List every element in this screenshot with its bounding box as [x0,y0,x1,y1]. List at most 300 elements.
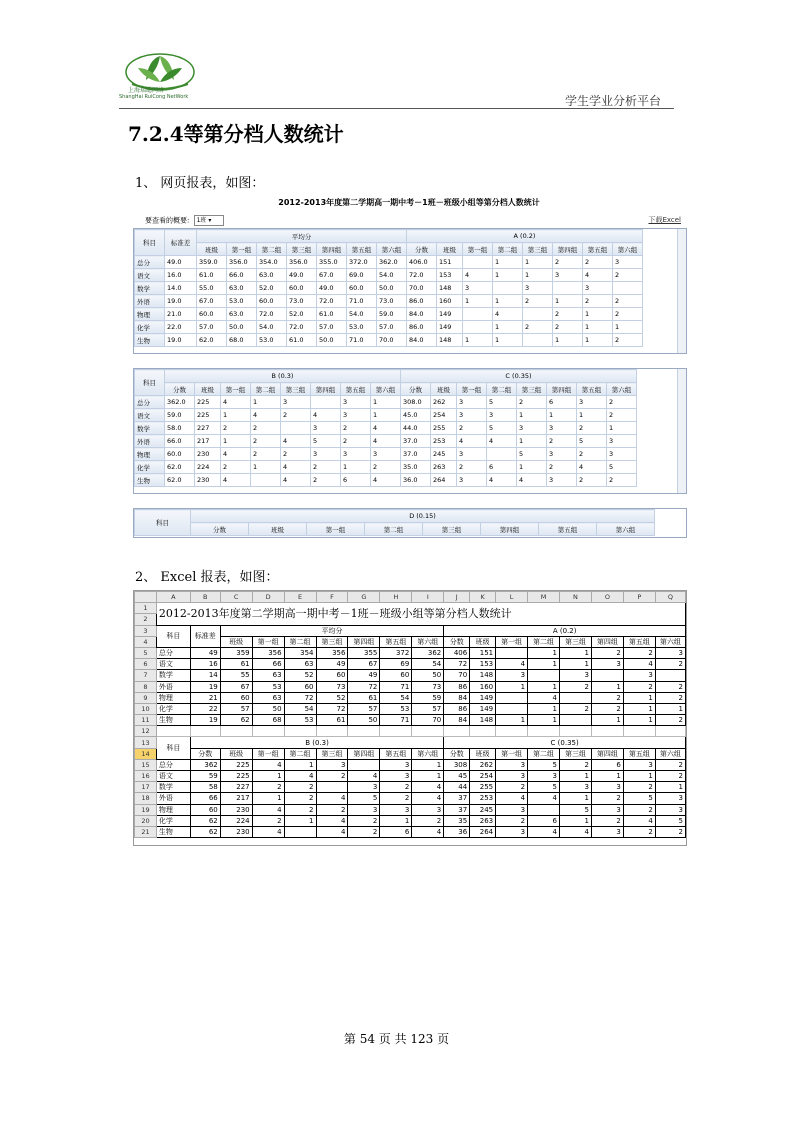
data-cell: 3 [463,282,493,295]
data-cell: 1 [583,321,613,334]
data-cell: 72 [284,692,316,703]
data-cell: 225 [220,771,252,782]
header-subject: 科目 [156,625,190,647]
row-number: 17 [135,782,157,793]
data-cell: 2 [655,681,685,692]
table-row [135,435,637,448]
header-grade-c: C (0.35) [444,737,686,748]
data-cell: 44.0 [401,422,431,435]
data-cell: 2 [577,448,607,461]
column-letter: Q [655,592,685,603]
data-cell: 148 [437,334,463,347]
row-number: 4 [135,636,157,647]
data-cell: 19.0 [165,334,197,347]
data-cell: 72.0 [407,269,437,282]
data-cell: 2 [284,804,316,815]
data-cell: 49 [316,659,348,670]
data-cell: 3 [281,396,311,409]
sheet-row [135,681,686,692]
row-number: 15 [135,759,157,770]
column-header: 分数 [401,383,431,396]
data-cell: 1 [528,703,560,714]
data-cell: 44 [444,782,470,793]
data-cell: 53 [380,703,412,714]
data-cell: 52.0 [287,308,317,321]
column-header: 第二组 [365,523,423,536]
data-cell: 62.0 [165,461,195,474]
column-header: 第一组 [496,748,528,759]
column-header: 第四组 [591,636,623,647]
data-cell: 362 [190,759,220,770]
data-cell: 70.0 [377,334,407,347]
data-cell: 2 [607,474,637,487]
row-number: 12 [135,726,157,737]
subject-cell: 数学 [156,670,190,681]
data-cell: 1 [523,256,553,269]
data-cell: 2 [221,422,251,435]
subject-cell: 总分 [156,647,190,658]
data-cell: 3 [341,448,371,461]
vertical-scrollbar[interactable] [677,229,686,353]
data-cell: 2 [457,461,487,474]
column-header: 第二组 [528,748,560,759]
data-cell: 69 [380,659,412,670]
data-cell: 4 [371,422,401,435]
data-cell: 4 [371,474,401,487]
empty-cell [470,726,496,737]
sheet-row [135,815,686,826]
empty-cell [252,726,284,737]
data-cell: 1 [591,771,623,782]
data-cell: 6 [380,826,412,837]
data-cell: 3 [517,422,547,435]
data-cell: 1 [412,759,444,770]
data-cell: 3 [655,647,685,658]
data-cell: 1 [284,815,316,826]
logo-english-name: ShangHai RuiCong NetWork [119,94,189,100]
data-cell: 359.0 [197,256,227,269]
sheet-row [135,726,686,737]
data-cell: 2 [623,647,655,658]
header-subject: 科目 [135,230,165,256]
empty-cell [496,726,528,737]
data-cell: 84.0 [407,334,437,347]
data-cell: 4 [583,269,613,282]
data-cell: 3 [487,409,517,422]
column-header: 第五组 [341,383,371,396]
data-cell: 84.0 [407,308,437,321]
data-cell [528,670,560,681]
data-cell [487,448,517,461]
data-cell: 62 [190,815,220,826]
subject-cell: 数学 [135,282,165,295]
data-cell: 1 [623,692,655,703]
data-cell: 63.0 [257,269,287,282]
data-cell: 1 [560,659,592,670]
column-header: 第二组 [493,243,523,256]
data-cell: 4 [463,269,493,282]
panel-average-a [133,228,687,354]
data-cell: 1 [583,308,613,321]
data-cell: 58 [190,782,220,793]
data-cell: 406.0 [407,256,437,269]
table-row [135,334,643,347]
vertical-scrollbar[interactable] [677,369,686,493]
data-cell: 2 [553,308,583,321]
data-cell: 1 [553,295,583,308]
data-cell: 1 [528,715,560,726]
data-cell: 1 [463,295,493,308]
data-cell: 57.0 [317,321,347,334]
data-cell: 253 [431,435,457,448]
column-letter: A [156,592,190,603]
data-cell: 71 [380,681,412,692]
data-cell [496,647,528,658]
data-cell: 356 [316,647,348,658]
data-cell: 2 [560,703,592,714]
data-cell: 3 [316,759,348,770]
row-number: 14 [135,748,157,759]
column-header: 班级 [220,636,252,647]
data-cell: 69.0 [347,269,377,282]
data-cell: 2 [284,793,316,804]
data-cell: 59 [190,771,220,782]
data-cell: 2 [655,759,685,770]
data-cell: 4 [412,793,444,804]
data-cell: 2 [523,321,553,334]
data-cell: 54 [412,659,444,670]
column-header: 第三组 [281,383,311,396]
data-cell: 4 [577,461,607,474]
data-cell: 4 [252,804,284,815]
data-cell: 1 [560,771,592,782]
data-cell: 1 [623,703,655,714]
data-cell: 1 [252,771,284,782]
data-cell: 2 [577,422,607,435]
row-number: 6 [135,659,157,670]
empty-cell [348,726,380,737]
data-cell: 2 [591,692,623,703]
data-cell: 230 [195,448,221,461]
column-header: 第六组 [377,243,407,256]
data-cell: 62.0 [197,334,227,347]
data-cell: 21.0 [165,308,197,321]
data-cell: 1 [251,461,281,474]
data-cell: 55 [220,670,252,681]
data-cell: 217 [195,435,221,448]
sheet-row [135,826,686,837]
table-row [135,256,643,269]
data-cell: 1 [493,321,523,334]
data-cell: 4 [316,793,348,804]
column-header: 第一组 [252,636,284,647]
data-cell: 1 [560,815,592,826]
data-cell: 3 [380,771,412,782]
data-cell: 2 [655,715,685,726]
data-cell: 58.0 [165,422,195,435]
data-cell: 2 [380,782,412,793]
column-header: 分数 [190,748,220,759]
data-cell: 2 [591,793,623,804]
empty-cell [220,726,252,737]
subject-cell: 总分 [135,396,165,409]
data-cell: 3 [412,804,444,815]
data-cell: 2 [311,461,341,474]
data-cell: 6 [547,396,577,409]
data-cell: 6 [591,759,623,770]
data-cell: 3 [547,422,577,435]
data-cell: 4 [528,692,560,703]
data-cell: 6 [487,461,517,474]
data-cell: 263 [470,815,496,826]
table-row [135,422,637,435]
data-cell: 356.0 [287,256,317,269]
data-cell: 6 [341,474,371,487]
table-row [135,474,637,487]
data-cell: 50.0 [317,334,347,347]
data-cell: 3 [591,782,623,793]
data-cell: 3 [380,804,412,815]
data-cell: 372.0 [347,256,377,269]
data-cell: 230 [195,474,221,487]
data-cell: 3 [547,474,577,487]
data-cell: 53.0 [257,334,287,347]
column-header: 第五组 [380,748,412,759]
panel-b-c [133,368,687,494]
column-header: 第四组 [348,636,380,647]
data-cell: 2 [523,295,553,308]
data-cell: 68.0 [227,334,257,347]
data-cell: 73.0 [287,295,317,308]
logo-chinese-name: 上海瑞聪网络 [128,87,165,94]
data-cell: 2 [607,409,637,422]
sheet-row [135,804,686,815]
data-cell: 2 [583,295,613,308]
data-cell: 3 [623,670,655,681]
header-average: 平均分 [220,625,444,636]
column-letter: O [591,592,623,603]
table-row [135,448,637,461]
data-cell: 66.0 [165,435,195,448]
row-number: 1 [135,603,157,614]
data-cell: 149 [470,703,496,714]
data-cell [528,804,560,815]
data-cell: 49 [348,670,380,681]
sheet-row [135,759,686,770]
data-cell: 1 [583,334,613,347]
table-row [135,282,643,295]
column-header: 第六组 [655,748,685,759]
sheet-row [135,647,686,658]
data-cell: 3 [380,759,412,770]
data-cell: 50 [412,670,444,681]
data-cell: 57 [412,703,444,714]
data-cell: 60.0 [165,448,195,461]
subject-cell: 生物 [156,715,190,726]
data-cell: 52.0 [257,282,287,295]
data-cell: 354 [284,647,316,658]
data-cell: 2 [284,782,316,793]
subject-cell: 化学 [135,461,165,474]
data-cell: 3 [560,782,592,793]
data-cell: 14 [190,670,220,681]
data-cell [560,692,592,703]
data-cell: 4 [316,815,348,826]
data-cell: 50.0 [377,282,407,295]
data-cell: 356.0 [227,256,257,269]
column-letter [135,592,157,603]
data-cell: 2 [348,815,380,826]
data-cell [523,334,553,347]
data-cell: 2 [281,409,311,422]
data-cell: 70.0 [407,282,437,295]
subject-cell: 外语 [135,295,165,308]
subject-cell: 语文 [135,269,165,282]
data-cell: 1 [560,793,592,804]
column-header: 第二组 [528,636,560,647]
data-cell: 1 [493,256,523,269]
data-cell: 4 [316,826,348,837]
column-header: 第一组 [463,243,493,256]
data-cell [591,670,623,681]
data-cell: 53 [284,715,316,726]
column-letter: K [470,592,496,603]
data-cell: 3 [613,256,643,269]
data-cell: 3 [591,659,623,670]
data-cell: 1 [341,461,371,474]
subject-cell: 化学 [156,815,190,826]
data-cell: 86 [444,703,470,714]
data-cell: 2 [655,659,685,670]
data-cell: 62 [220,715,252,726]
data-cell: 1 [655,782,685,793]
data-cell: 5 [348,793,380,804]
column-header: 第三组 [287,243,317,256]
data-cell: 3 [496,804,528,815]
data-cell: 22 [190,703,220,714]
data-cell: 68 [252,715,284,726]
download-excel-link[interactable]: 下载Excel [648,216,681,224]
data-cell: 86 [444,681,470,692]
data-cell: 4 [528,793,560,804]
column-header: 第六组 [412,748,444,759]
data-cell: 66 [190,793,220,804]
table-d [134,509,655,536]
data-cell: 3 [577,396,607,409]
column-header: 第五组 [380,636,412,647]
data-cell: 3 [623,759,655,770]
data-cell: 406 [444,647,470,658]
data-cell: 35.0 [401,461,431,474]
data-cell: 67.0 [197,295,227,308]
data-cell: 2 [380,793,412,804]
data-cell: 61.0 [317,308,347,321]
data-cell: 2 [655,771,685,782]
column-header: 第二组 [257,243,287,256]
data-cell [613,282,643,295]
table-row [135,269,643,282]
subject-cell: 总分 [156,759,190,770]
data-cell: 254 [470,771,496,782]
data-cell: 2 [583,256,613,269]
subject-cell: 数学 [135,422,165,435]
column-header: 第六组 [371,383,401,396]
data-cell: 5 [311,435,341,448]
data-cell: 57 [348,703,380,714]
data-cell: 62 [190,826,220,837]
data-cell: 4 [252,759,284,770]
data-cell: 3 [311,422,341,435]
data-cell: 49.0 [287,269,317,282]
data-cell: 22.0 [165,321,197,334]
data-cell: 70 [444,670,470,681]
data-cell: 1 [613,321,643,334]
empty-cell [560,726,592,737]
data-cell: 54.0 [347,308,377,321]
column-header: 第六组 [412,636,444,647]
data-cell: 5 [577,435,607,448]
data-cell: 45 [444,771,470,782]
data-cell: 63.0 [227,308,257,321]
page-footer: 第 54 页 共 123 页 [343,1032,450,1046]
header-grade-b: B (0.3) [190,737,443,748]
data-cell: 72.0 [287,321,317,334]
data-cell: 57 [220,703,252,714]
subject-cell: 物理 [156,692,190,703]
data-cell: 49 [190,647,220,658]
data-cell: 149 [437,321,463,334]
data-cell: 4 [457,435,487,448]
data-cell: 72.0 [317,295,347,308]
sheet-row [135,782,686,793]
column-header: 第六组 [597,523,655,536]
data-cell: 86.0 [407,295,437,308]
column-letter: M [528,592,560,603]
filter-label: 要查看的概要: [145,216,190,225]
sheet-title: 2012-2013年度第二学期高一期中考－1班－班级小组等第分档人数统计 [156,603,685,625]
sheet-row [135,737,686,748]
data-cell: 1 [553,334,583,347]
subject-cell: 语文 [135,409,165,422]
subject-cell: 物理 [135,308,165,321]
data-cell: 71.0 [347,334,377,347]
data-cell: 224 [195,461,221,474]
data-cell: 1 [221,409,251,422]
data-cell: 60.0 [287,282,317,295]
data-cell: 49.0 [165,256,197,269]
data-cell: 2 [623,681,655,692]
column-letter: P [623,592,655,603]
data-cell: 2 [412,815,444,826]
data-cell: 1 [528,681,560,692]
data-cell: 362.0 [165,396,195,409]
data-cell: 1 [523,269,553,282]
panel-d [133,508,687,538]
class-select[interactable] [194,215,224,226]
data-cell: 1 [493,269,523,282]
data-cell: 84 [444,715,470,726]
data-cell: 1 [591,681,623,692]
row-number: 8 [135,681,157,692]
paragraph-excel-report: 2、 Excel 报表，如图： [135,570,279,585]
sheet-row [135,670,686,681]
data-cell [348,759,380,770]
data-cell: 63.0 [227,282,257,295]
data-cell: 2 [221,461,251,474]
subject-cell: 外语 [156,681,190,692]
column-header: 第六组 [655,636,685,647]
column-header: 第三组 [423,523,481,536]
